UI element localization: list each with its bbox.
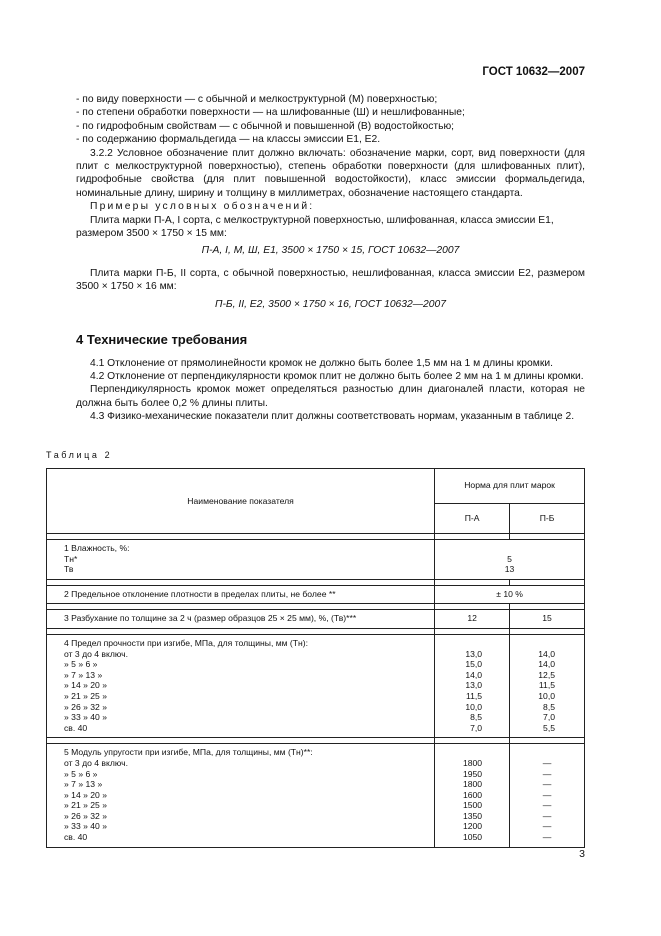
- value-pb: —: [542, 757, 552, 768]
- row-title: 2 Предельное отклонение плотности в пределах плиты, не более **: [47, 585, 435, 604]
- value-pb: —: [542, 768, 552, 779]
- value-pb: 10,0: [538, 690, 555, 701]
- value-pa: 1600: [462, 789, 483, 800]
- table-2: [46, 468, 585, 848]
- value-pb: —: [542, 789, 552, 800]
- row-label: » 33 » 40 »: [64, 712, 108, 723]
- value-pa: 13,0: [465, 648, 483, 659]
- table-row: [47, 585, 585, 604]
- value-pb: 14,0: [538, 648, 555, 659]
- row-label: » 26 » 32 »: [64, 701, 108, 712]
- clause-3-2-2: 3.2.2 Условное обозначение плит должно включать: обозначение марки, сорт, вид поверхности (для плит с мелкоструктурной поверхностью), степень обработки поверхности (для шлифованных плит), гидрофобные свойства (для плит повышенной водостойкости), класс эмиссии формальдегида, номинальные длину, ширину и толщину в миллиметрах, обозначение настоящего стандарта.: [76, 147, 585, 199]
- value-pa: 1800: [462, 757, 483, 768]
- clause-4-1: 4.1 Отклонение от прямолинейности кромок не должно быть более 1,5 мм на 1 м длины кромки.: [90, 357, 553, 369]
- value-pa: 1200: [462, 821, 483, 832]
- table-row: [47, 610, 585, 629]
- value-pa: 8,5: [470, 712, 483, 723]
- row-label: » 33 » 40 »: [64, 821, 108, 832]
- row-label: » 21 » 25 »: [64, 690, 108, 701]
- value-pb: 11,5: [538, 680, 555, 691]
- value-pa: 14,0: [465, 669, 483, 680]
- row-label: » 7 » 13 »: [64, 779, 103, 790]
- value-pa: 1350: [462, 810, 483, 821]
- row-label: » 5 » 6 »: [64, 768, 98, 779]
- value-pa: 15,0: [465, 659, 483, 670]
- body-text: [76, 93, 585, 424]
- value-pa: 13,0: [465, 680, 483, 691]
- value-pa: 11,5: [465, 690, 483, 701]
- value-pb: 12,5: [538, 669, 555, 680]
- row-label: » 5 » 6 »: [64, 659, 98, 670]
- value: ± 10 %: [435, 585, 585, 604]
- bullet-hydrophobic: - по гидрофобным свойствам — с обычной и повышенной (В) водостойкостью;: [76, 120, 455, 132]
- value-pa: 1050: [462, 832, 483, 843]
- value-pa: 1800: [462, 779, 483, 790]
- col-header-name: Наименование показателя: [47, 469, 435, 534]
- example-2-text: Плита марки П-Б, II сорта, с обычной поверхностью, нешлифованная, класса эмиссии Е2, размером 3500 × 1750 × 16 мм:: [76, 267, 585, 293]
- value-pb: —: [542, 779, 552, 790]
- row-label: Тв: [64, 564, 74, 575]
- value-pa: 1950: [462, 768, 483, 779]
- value-pb: —: [542, 810, 552, 821]
- row-title: 1 Влажность, %:: [64, 543, 130, 553]
- bullet-surface: - по виду поверхности — с обычной и мелкоструктурной (М) поверхностью;: [76, 94, 438, 105]
- row-label: от 3 до 4 включ.: [64, 648, 128, 659]
- value-pb: —: [542, 800, 552, 811]
- value-pb: —: [542, 832, 552, 843]
- table-row: [47, 744, 585, 847]
- table-row: [47, 540, 585, 580]
- col-header-pa: П-А: [435, 503, 510, 533]
- row-label: » 7 » 13 »: [64, 669, 103, 680]
- row-label: » 14 » 20 »: [64, 789, 108, 800]
- value-pb: 14,0: [538, 659, 555, 670]
- page-number: 3: [579, 848, 585, 860]
- value-pa: 10,0: [465, 701, 483, 712]
- value-pa: 1500: [462, 800, 483, 811]
- value: 5: [507, 553, 512, 564]
- examples-title: Примеры условных обозначений:: [90, 201, 315, 213]
- row-label: от 3 до 4 включ.: [64, 757, 128, 768]
- table-row: [47, 634, 585, 737]
- row-title: 5 Модуль упругости при изгибе, МПа, для толщины, мм (Тн)**:: [64, 747, 313, 758]
- row-label: » 26 » 32 »: [64, 810, 108, 821]
- value-pa: 7,0: [470, 722, 483, 733]
- value: 13: [504, 564, 515, 575]
- table-caption: Таблица 2: [46, 450, 113, 460]
- document-number: ГОСТ 10632—2007: [482, 66, 585, 78]
- section-title: 4 Технические требования: [76, 332, 248, 348]
- clause-4-2: 4.2 Отклонение от перпендикулярности кромок плит не должно быть более 2 мм на 1 м длины кромки.: [90, 370, 584, 382]
- row-label: » 21 » 25 »: [64, 800, 108, 811]
- example-1-text: Плита марки П-А, I сорта, с мелкоструктурной поверхностью, шлифованная, класса эмиссии Е1, размером 3500 × 1750 × 15 мм:: [76, 214, 554, 240]
- bullet-processing: - по степени обработки поверхности — на шлифованные (Ш) и нешлифованные;: [76, 107, 465, 119]
- row-label: св. 40: [64, 832, 88, 843]
- value-pb: 8,5: [543, 701, 555, 712]
- value-pb: 7,0: [543, 712, 555, 723]
- value-pa: 12: [435, 610, 510, 629]
- value-pb: 15: [510, 610, 585, 629]
- value-pb: 5,5: [543, 722, 555, 733]
- example-2-code: П-Б, II, Е2, 3500 × 1750 × 16, ГОСТ 10632—2007: [215, 298, 446, 310]
- bullet-formaldehyde: - по содержанию формальдегида — на классы эмиссии Е1, Е2.: [76, 134, 381, 146]
- row-title: 3 Разбухание по толщине за 2 ч (размер образцов 25 × 25 мм), %, (Тв)***: [47, 610, 435, 629]
- row-title: 4 Предел прочности при изгибе, МПа, для толщины, мм (Тн):: [64, 637, 309, 648]
- col-header-pb: П-Б: [510, 503, 585, 533]
- example-1-code: П-А, I, М, Ш, Е1, 3500 × 1750 × 15, ГОСТ 10632—2007: [201, 245, 460, 257]
- clause-4-3: 4.3 Физико-механические показатели плит должны соответствовать нормам, указанным в таблице 2.: [90, 411, 575, 423]
- row-label: св. 40: [64, 722, 88, 733]
- clause-4-2-note: Перпендикулярность кромок может определяться разностью длин диагоналей пласти, которая не должна быть более 0,2 % длины плиты.: [76, 384, 585, 409]
- row-label: Тн*: [64, 553, 78, 564]
- row-label: » 14 » 20 »: [64, 680, 108, 691]
- col-header-norm: Норма для плит марок: [435, 469, 585, 504]
- value-pb: —: [542, 821, 552, 832]
